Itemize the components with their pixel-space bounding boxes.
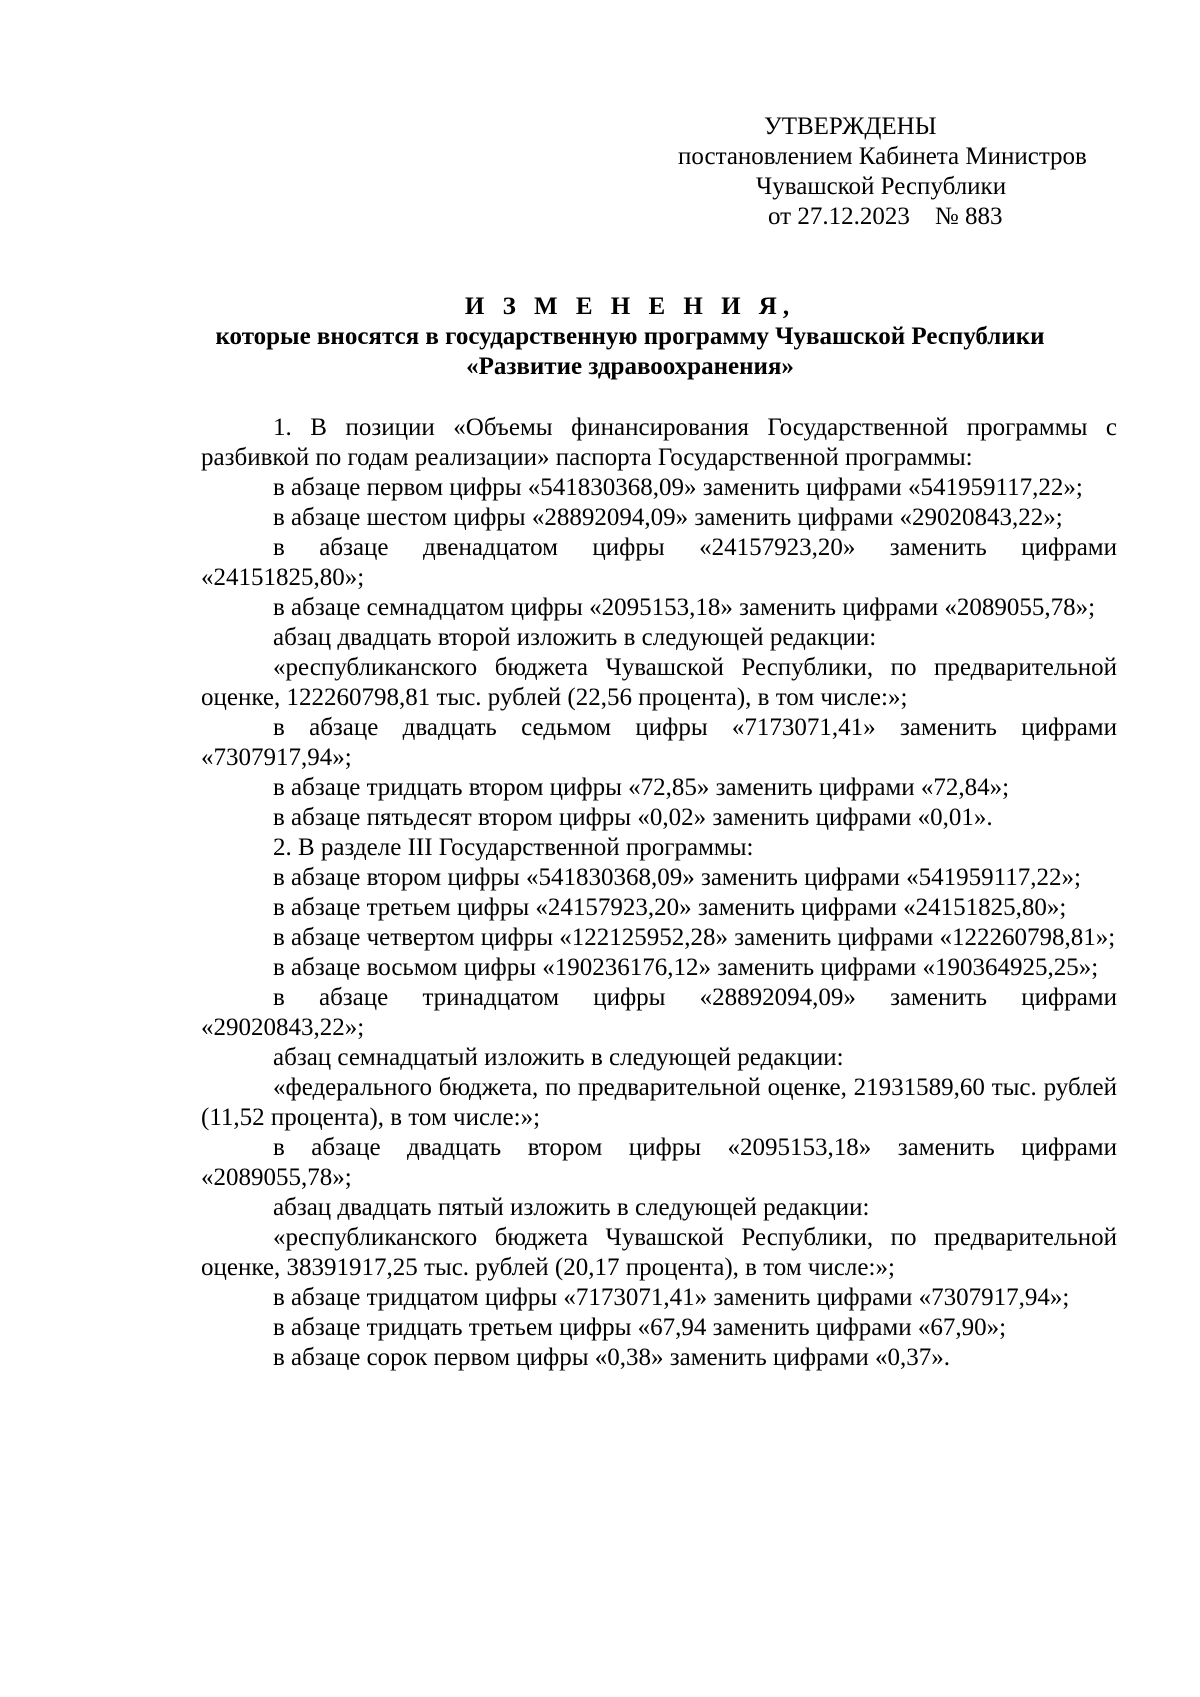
paragraph: «федерального бюджета, по предварительной оценке, 21931589,60 тыс. рублей (11,52 процента), в том числе:»; <box>201 1074 1117 1131</box>
paragraph: в абзаце тридцатом цифры «7173071,41» заменить цифрами «7307917,94»; <box>273 1284 1070 1311</box>
paragraph: абзац двадцать второй изложить в следующей редакции: <box>273 624 877 651</box>
paragraph: в абзаце семнадцатом цифры «2095153,18» заменить цифрами «2089055,78»; <box>273 594 1096 621</box>
paragraph: в абзаце тридцать третьем цифры «67,94 заменить цифрами «67,90»; <box>273 1314 1007 1341</box>
paragraph: в абзаце двадцать седьмом цифры «7173071,41» заменить цифрами «7307917,94»; <box>201 714 1117 771</box>
document-subtitle-line1: которые вносятся в государственную программу Чувашской Республики <box>215 323 1045 350</box>
paragraph: в абзаце восьмом цифры «190236176,12» заменить цифрами «190364925,25»; <box>273 954 1099 981</box>
paragraph: 1. В позиции «Объемы финансирования Государственной программы с разбивкой по годам реализации» паспорта Государственной программы: <box>201 414 1117 471</box>
paragraph: «республиканского бюджета Чувашской Республики, по предварительной оценке, 122260798,81 тыс. рублей (22,56 процента), в том числе:»; <box>201 654 1117 711</box>
paragraph: абзац двадцать пятый изложить в следующей редакции: <box>273 1194 870 1221</box>
document-title: И З М Е Н Е Н И Я, <box>464 293 796 320</box>
paragraph: в абзаце первом цифры «541830368,09» заменить цифрами «541959117,22»; <box>273 474 1083 501</box>
paragraph: в абзаце пятьдесят втором цифры «0,02» заменить цифрами «0,01». <box>273 804 993 831</box>
paragraph: в абзаце третьем цифры «24157923,20» заменить цифрами «24151825,80»; <box>273 894 1067 921</box>
approval-stamp-block <box>640 112 1110 232</box>
paragraph: в абзаце тридцать втором цифры «72,85» заменить цифрами «72,84»; <box>273 774 1010 801</box>
paragraph: в абзаце шестом цифры «28892094,09» заменить цифрами «29020843,22»; <box>273 504 1063 531</box>
paragraph: в абзаце сорок первом цифры «0,38» заменить цифрами «0,37». <box>273 1344 950 1371</box>
approval-region: Чувашской Республики <box>756 173 1007 200</box>
paragraph: в абзаце втором цифры «541830368,09» заменить цифрами «541959117,22»; <box>273 864 1081 891</box>
document-subtitle-line2: «Развитие здравоохранения» <box>466 353 794 380</box>
document-body <box>201 413 1117 1373</box>
paragraph: в абзаце четвертом цифры «122125952,28» заменить цифрами «122260798,81»; <box>273 924 1116 951</box>
paragraph: в абзаце двенадцатом цифры «24157923,20» заменить цифрами «24151825,80»; <box>201 534 1117 591</box>
paragraph: абзац семнадцатый изложить в следующей редакции: <box>273 1044 844 1071</box>
approval-title: УТВЕРЖДЕНЫ <box>764 113 937 140</box>
approval-date-number: от 27.12.2023 № 883 <box>768 203 1003 230</box>
paragraph: в абзаце тринадцатом цифры «28892094,09» заменить цифрами «29020843,22»; <box>201 984 1117 1041</box>
paragraph: 2. В разделе III Государственной программы: <box>273 834 754 861</box>
approval-authority: постановлением Кабинета Министров <box>678 143 1087 170</box>
document-heading <box>150 292 1110 382</box>
paragraph: в абзаце двадцать втором цифры «2095153,18» заменить цифрами «2089055,78»; <box>201 1134 1117 1191</box>
paragraph: «республиканского бюджета Чувашской Республики, по предварительной оценке, 38391917,25 тыс. рублей (20,17 процента), в том числе:»; <box>201 1224 1117 1281</box>
